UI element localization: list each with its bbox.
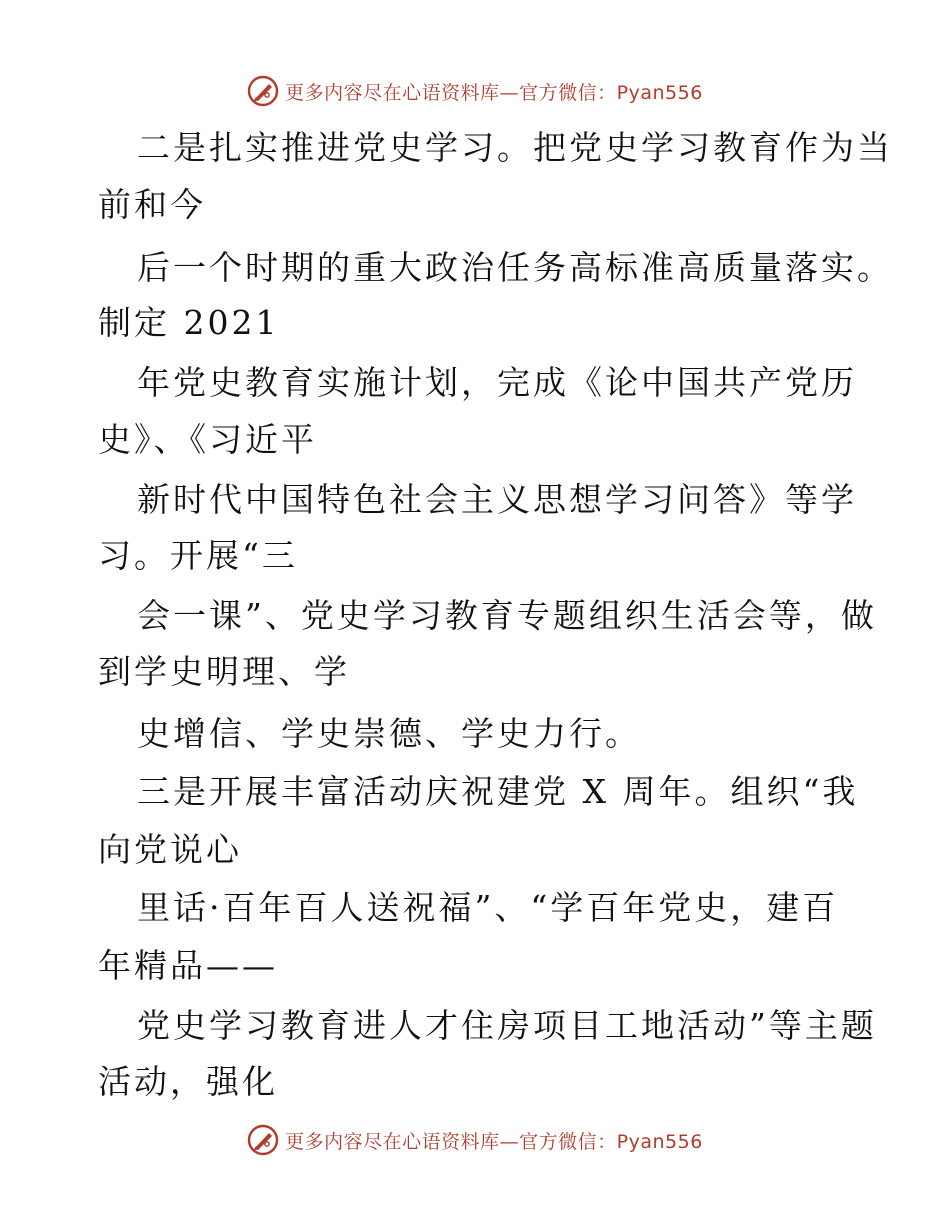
text-line: 史》、《习近平 — [98, 420, 317, 459]
text-line: 新时代中国特色社会主义思想学习问答》等学 — [137, 480, 857, 519]
text-line: 里话·百年百人送祝福”、“学百年党史，建百 — [137, 888, 839, 927]
text-line: 二是扎实推进党史学习。把党史学习教育作为当 — [137, 128, 893, 167]
text-line: 年精品—— — [98, 946, 278, 985]
quill-logo-icon — [247, 1124, 279, 1156]
text-line: 后一个时期的重大政治任务高标准高质量落实。 — [137, 248, 893, 287]
text-line: 党史学习教育进人才住房项目工地活动”等主题 — [137, 1006, 877, 1045]
text-line: 到学史明理、学 — [98, 652, 350, 691]
watermark-text — [285, 1127, 703, 1154]
watermark-label: 更多内容尽在心语资料库—官方微信： — [285, 1130, 617, 1153]
watermark-id: Pyan556 — [616, 81, 703, 104]
header-watermark — [0, 71, 950, 111]
text-line: 三是开展丰富活动庆祝建党 X 周年。组织“我 — [137, 772, 859, 811]
watermark-text — [285, 78, 703, 105]
text-line: 会一课”、党史学习教育专题组织生活会等，做 — [137, 596, 877, 635]
footer-watermark — [0, 1120, 950, 1160]
text-line: 制定 2021 — [98, 303, 280, 342]
text-line: 向党说心 — [98, 830, 242, 869]
watermark-label: 更多内容尽在心语资料库—官方微信： — [285, 81, 617, 104]
text-line: 活动，强化 — [98, 1062, 278, 1101]
watermark-id: Pyan556 — [616, 1130, 703, 1153]
text-line: 年党史教育实施计划，完成《论中国共产党历 — [137, 363, 857, 402]
text-line: 史增信、学史崇德、学史力行。 — [137, 714, 641, 753]
text-line: 前和今 — [98, 185, 206, 224]
text-line: 习。开展“三 — [98, 536, 298, 575]
quill-logo-icon — [247, 75, 279, 107]
